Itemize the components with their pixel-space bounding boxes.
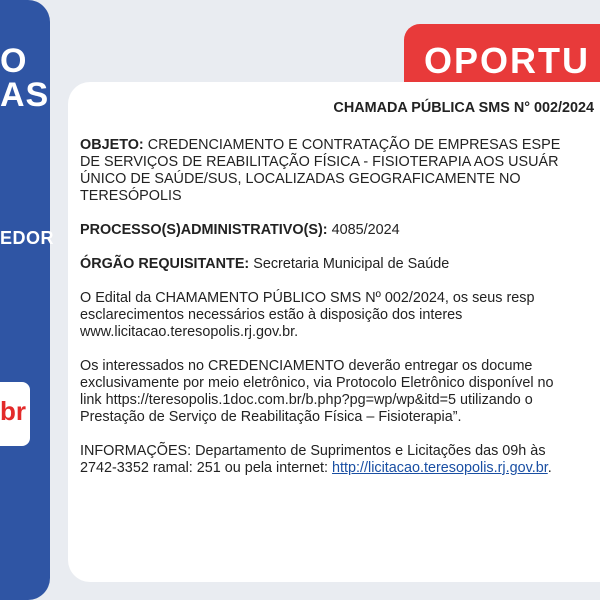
side-subheading: EDOR (0, 228, 55, 248)
side-heading-line-1: O (0, 42, 28, 80)
interessados-line-2: exclusivamente por meio eletrônico, via Protocolo Eletrônico disponível no (80, 375, 554, 391)
info-line-1: INFORMAÇÕES: Departamento de Suprimentos e Licitações das 09h às (80, 443, 546, 459)
objeto-line-1 (80, 137, 600, 154)
interessados-line-1: Os interessados no CREDENCIAMENTO deverão entregar os docume (80, 358, 533, 374)
objeto-line-3: ÚNICO DE SAÚDE/SUS, LOCALIZADAS GEOGRAFICAMENTE NO (80, 171, 521, 187)
interessados-line-4: Prestação de Serviço de Reabilitação Física – Fisioterapia”. (80, 409, 462, 425)
interessados-line-3: link https://teresopolis.1doc.com.br/b.php?pg=wp/wp&itd=5 utilizando o (80, 392, 533, 408)
info-suffix: . (547, 460, 552, 476)
banner-title: OPORTU (424, 40, 591, 81)
notice-heading: CHAMADA PÚBLICA SMS N° 002/2024 (333, 100, 594, 116)
processo-line (80, 222, 600, 239)
side-heading-line-2: AS (0, 76, 50, 114)
notice-document (80, 100, 600, 477)
info-prefix: 2742-3352 ramal: 251 ou pela internet: (80, 460, 333, 476)
edital-line-2: esclarecimentos necessários estão à disposição dos interes (80, 307, 463, 323)
licitacao-link[interactable]: http://licitacao.teresopolis.rj.gov.br (332, 460, 548, 476)
objeto-label: OBJETO: (80, 137, 144, 153)
orgao-label: ÓRGÃO REQUISITANTE: (80, 256, 250, 272)
processo-label: PROCESSO(S)ADMINISTRATIVO(S): (80, 222, 328, 238)
info-line-2 (80, 460, 600, 477)
objeto-text-1: CREDENCIAMENTO E CONTRATAÇÃO DE EMPRESAS ESPE (143, 137, 561, 153)
processo-value: 4085/2024 (327, 222, 400, 238)
objeto-line-2: DE SERVIÇOS DE REABILITAÇÃO FÍSICA - FISIOTERAPIA AOS USUÁR (80, 154, 559, 170)
side-box-text: br (0, 396, 26, 426)
objeto-line-4: TERESÓPOLIS (80, 188, 182, 204)
orgao-line (80, 256, 600, 273)
edital-line-1: O Edital da CHAMAMENTO PÚBLICO SMS Nº 002/2024, os seus resp (80, 290, 535, 306)
edital-line-3: www.licitacao.teresopolis.rj.gov.br. (80, 324, 299, 340)
orgao-value: Secretaria Municipal de Saúde (249, 256, 450, 272)
